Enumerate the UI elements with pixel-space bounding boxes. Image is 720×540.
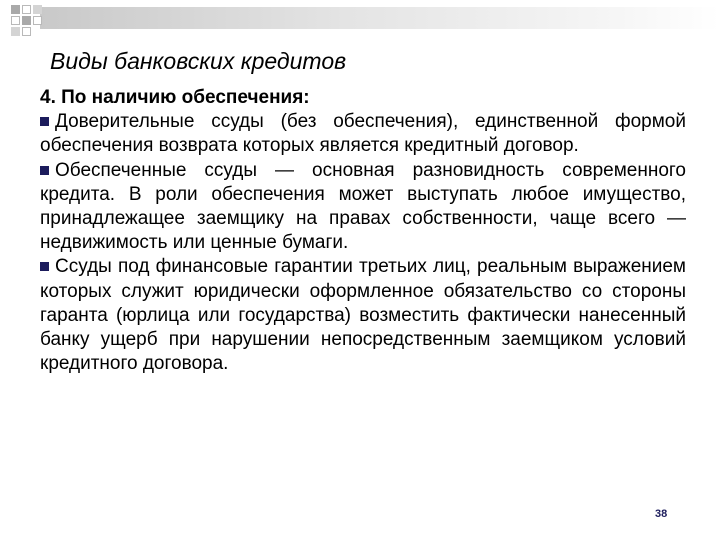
decorative-header-strip bbox=[0, 0, 720, 40]
list-item bbox=[40, 110, 686, 158]
list-item-text: Обеспеченные ссуды — основная разновидность современного кредита. В роли обеспечения может выступать любое имущество, принадлежащее заемщику на правах собственности, чаще всего — недвижимость или ценные бумаги. bbox=[40, 159, 686, 254]
list-item-text: Доверительные ссуды (без обеспечения), единственной формой обеспечения возврата которых является кредитный договор. bbox=[40, 111, 686, 157]
decorative-square bbox=[11, 27, 20, 36]
section-heading: 4. По наличию обеспечения: bbox=[40, 87, 310, 108]
page-number: 38 bbox=[655, 508, 668, 520]
list-item-text: Ссуды под финансовые гарантии третьих лиц, реальным выражением которых служит юридически оформленное обязательство со стороны гаранта (юрлица или государства) возместить фактически нанесенный банку ущерб при нарушении непосредственным заемщиком условий кредитного договора. bbox=[40, 256, 686, 375]
list-item bbox=[40, 159, 686, 256]
decorative-square bbox=[22, 5, 31, 14]
square-bullet-icon bbox=[40, 117, 49, 126]
decorative-square bbox=[22, 16, 31, 25]
square-bullet-icon bbox=[40, 166, 49, 175]
decorative-square bbox=[22, 27, 31, 36]
decorative-square bbox=[33, 16, 42, 25]
decorative-square bbox=[11, 16, 20, 25]
list-item bbox=[40, 255, 686, 376]
decorative-gradient-bar bbox=[40, 7, 720, 29]
square-bullet-icon bbox=[40, 262, 49, 271]
decorative-square bbox=[11, 5, 20, 14]
slide-title: Виды банковских кредитов bbox=[50, 48, 347, 74]
slide-content bbox=[40, 86, 686, 376]
decorative-square bbox=[33, 5, 42, 14]
